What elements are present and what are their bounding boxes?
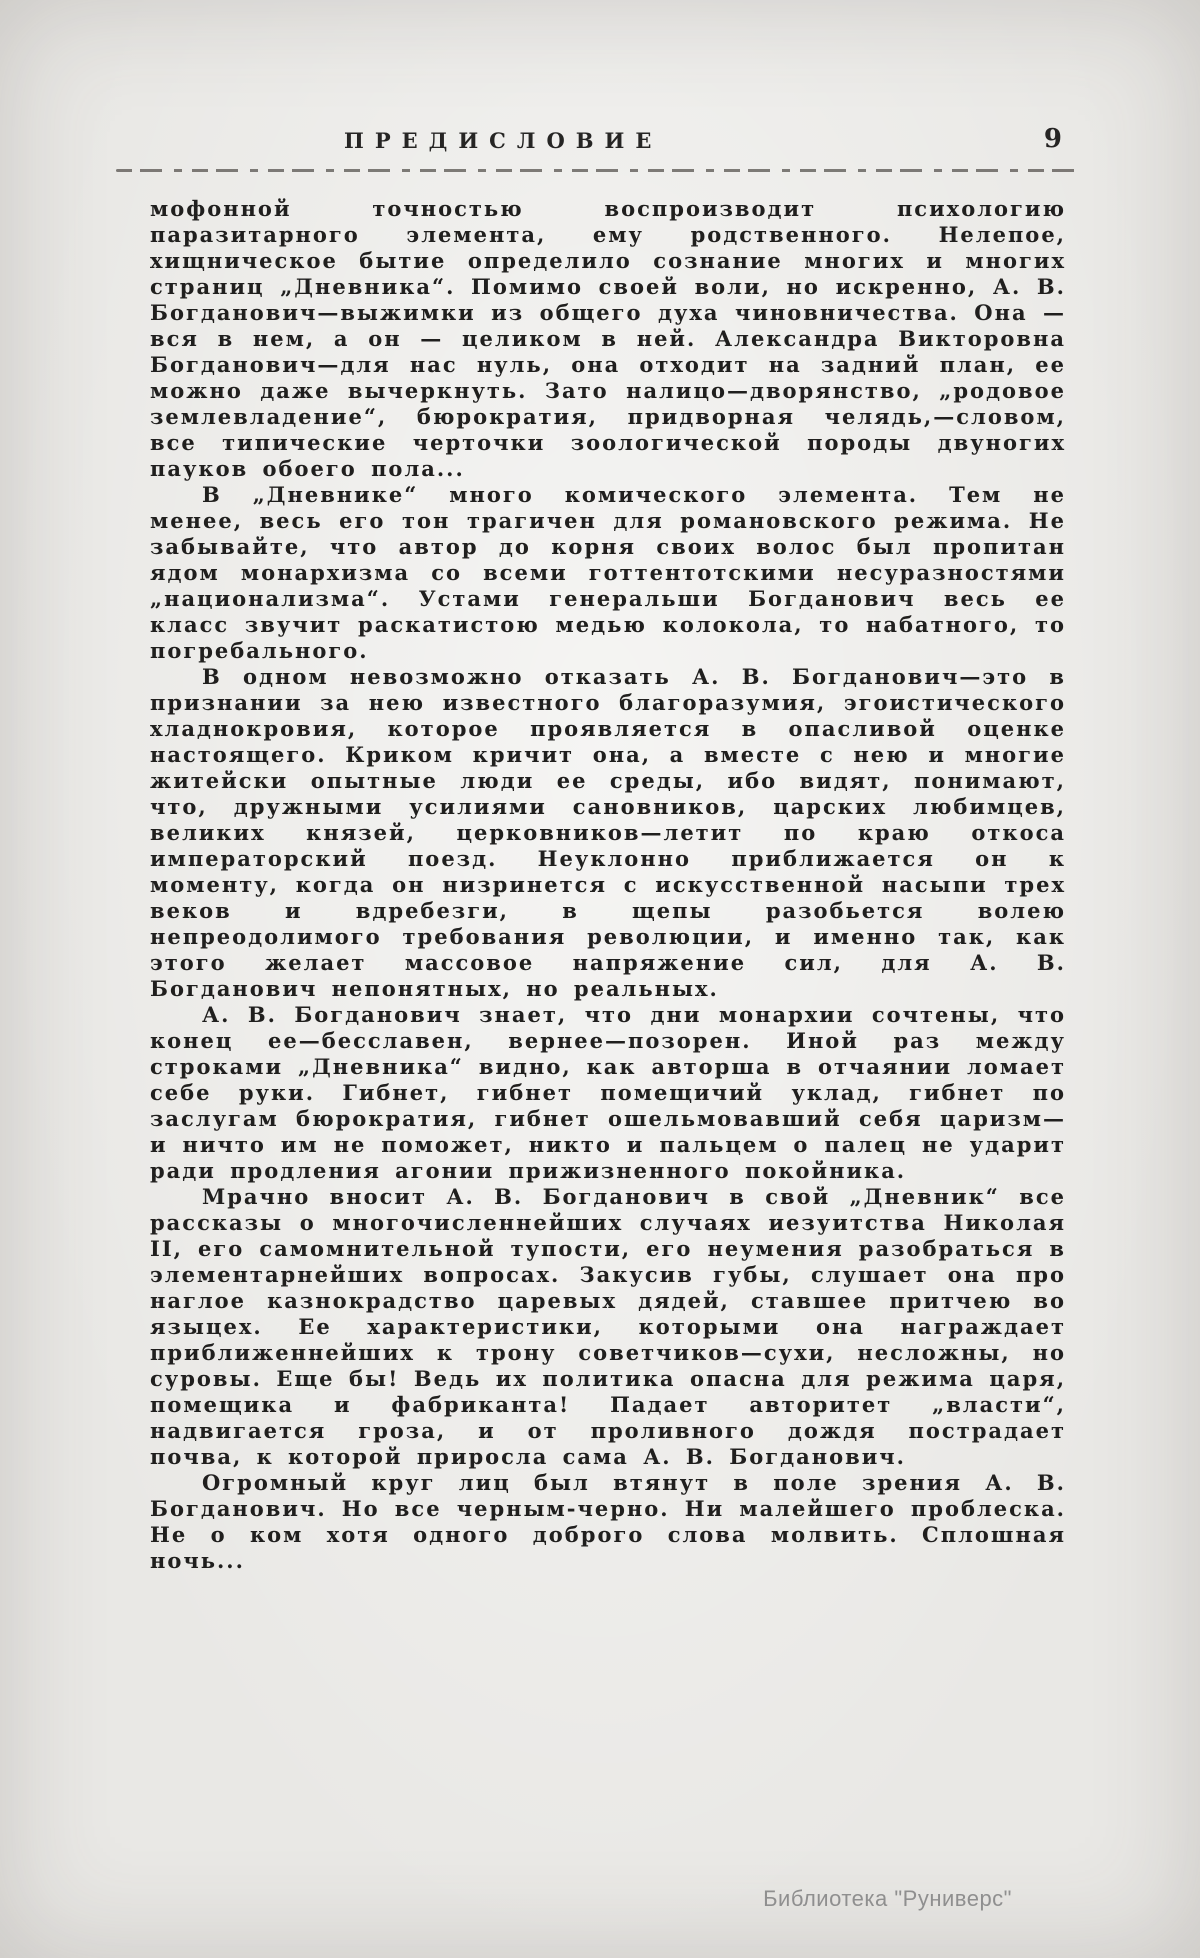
paragraph: В „Дневнике“ много комического элемента. Тем не менее, весь его тон трагичен для романовского режима. Не забывайте, что автор до корня своих волос был пропитан ядом монархизма со всеми готтентотскими несуразностями „национализма“. Устами генеральши Богданович весь ее класс звучит раскатистою медью колокола, то набатного, то погребального. xyxy=(150,482,1066,663)
paragraph: В одном невозможно отказать А. В. Богданович—это в признании за нею известного благоразумия, эгоистического хладнокровия, которое проявляется в опасливой оценке настоящего. Криком кричит она, а вместе с нею и многие житейски опытные люди ее среды, ибо видят, понимают, что, дружными усилиями сановников, царских любимцев, великих князей, церковников—летит по краю откоса императорский поезд. Неуклонно приближается он к моменту, когда он низринется с искусственной насыпи трех веков и вдребезги, в щепы разобьется волею непреодолимого требования революции, и именно так, как этого желает массовое напряжение сил, для А. В. Богданович непонятных, но реальных. xyxy=(150,664,1066,1001)
running-title: ПРЕДИСЛОВИЕ xyxy=(344,128,663,153)
paragraph: мофонной точностью воспроизводит психологию паразитарного элемента, ему родственного. Нелепое, хищническое бытие определило сознание многих и многих страниц „Дневника“. Помимо своей воли, но искренно, А. В. Богданович—выжимки из общего духа чиновничества. Она — вся в нем, а он — целиком в ней. Александра Викторовна Богданович—для нас нуль, она отходит на задний план, ее можно даже вычеркнуть. Зато налицо—дворянство, „родовое землевладение“, бюрократия, придворная челядь,—словом, все типические черточки зоологической породы двуногих пауков обоего пола... xyxy=(150,196,1066,481)
paragraph: Огромный круг лиц был втянут в поле зрения А. В. Богданович. Но все черным-черно. Ни малейшего проблеска. Не о ком хотя одного доброго слова молвить. Сплошная ночь... xyxy=(150,1470,1066,1573)
paragraph: Мрачно вносит А. В. Богданович в свой „Дневник“ все рассказы о многочисленнейших случаях иезуитства Николая II, его самомнительной тупости, его неумения разобраться в элементарнейших вопросах. Закусив губы, слушает она про наглое казнокрадство царевых дядей, ставшее притчею во языцех. Ее характеристики, которыми она награждает приближеннейших к трону советчиков—сухи, несложны, но суровы. Еще бы! Ведь их политика опасна для режима царя, помещика и фабриканта! Падает авторитет „власти“, надвигается гроза, и от проливного дождя пострадает почва, к которой приросла сама А. В. Богданович. xyxy=(150,1184,1066,1469)
page-number: 9 xyxy=(1043,124,1062,154)
page-header xyxy=(120,124,1078,162)
paragraph: А. В. Богданович знает, что дни монархии сочтены, что конец ее—бесславен, вернее—позорен. Иной раз между строками „Дневника“ видно, как авторша в отчаянии ломает себе руки. Гибнет, гибнет помещичий уклад, гибнет по заслугам бюрократия, гибнет ошельмовавший себя царизм—и ничто им не поможет, никто и пальцем о палец не ударит ради продления агонии прижизненного покойника. xyxy=(150,1002,1066,1183)
page-body xyxy=(150,196,1066,1574)
header-rule xyxy=(116,169,1082,172)
library-watermark: Библиотека "Руниверс" xyxy=(763,1886,1012,1911)
